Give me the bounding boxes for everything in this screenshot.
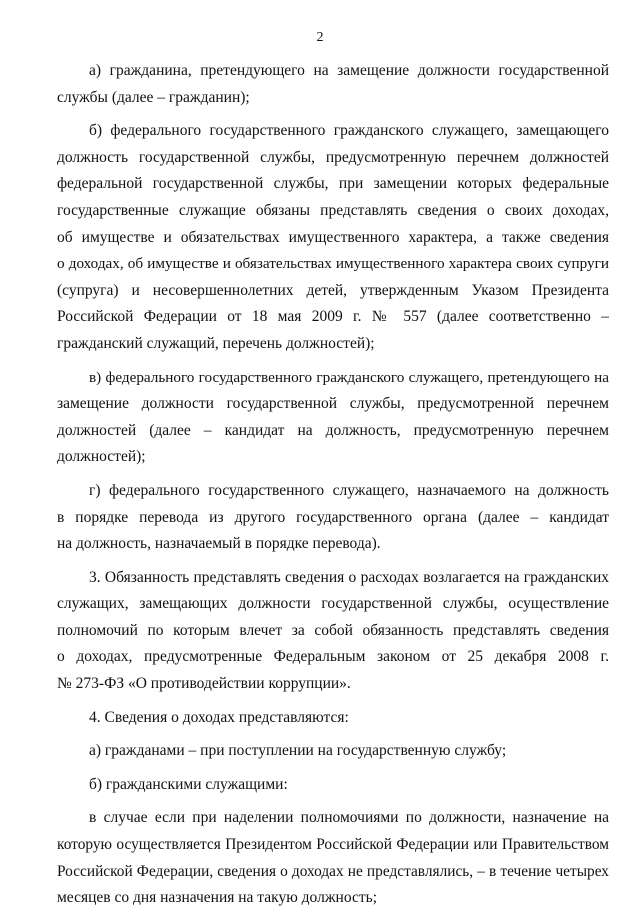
paragraph-line: государственные служащие обязаны представлять сведения о своих доходах, [57, 201, 609, 219]
paragraph-line: (супруга) и несовершеннолетних детей, утвержденным Указом Президента [57, 281, 609, 299]
paragraph-line: 4. Сведения о доходах представляются: [89, 708, 349, 726]
document-body [57, 58, 609, 912]
paragraph-line: а) гражданина, претендующего на замещение должности государственной [89, 62, 609, 79]
paragraph-line: г) федерального государственного служащего, назначаемого на должность [89, 481, 609, 499]
paragraph-line: должностей (далее – кандидат на должность, предусмотренную перечнем [57, 421, 609, 439]
paragraph-line: Российской Федерации, сведения о доходах не представлялись, – в течение четырех [57, 862, 609, 880]
paragraph-line: о доходах, предусмотренные Федеральным законом от 25 декабря 2008 г. [57, 648, 609, 666]
paragraph-line: на должность, назначаемый в порядке перевода). [57, 535, 381, 553]
paragraph-line: которую осуществляется Президентом Российской Федерации или Правительством [57, 836, 609, 854]
paragraph-line: б) федерального государственного гражданского служащего, замещающего [89, 122, 609, 140]
paragraph-line: должность государственной службы, предусмотренную перечнем должностей [57, 148, 609, 166]
paragraph-line: должностей); [57, 448, 146, 466]
paragraph-line: о доходах, об имуществе и обязательствах имущественного характера своих супруги [57, 255, 609, 273]
paragraph-line: в) федерального государственного гражданского служащего, претендующего на [89, 368, 609, 386]
paragraph-line: № 273-ФЗ «О противодействии коррупции». [57, 675, 351, 693]
paragraph-line: 3. Обязанность представлять сведения о расходах возлагается на гражданских [89, 568, 609, 586]
paragraph-line: месяцев со дня назначения на такую должность; [57, 889, 378, 907]
paragraph-line: об имуществе и обязательствах имущественного характера, а также сведения [57, 228, 609, 246]
paragraph-line: службы (далее – гражданин); [57, 88, 250, 106]
paragraph-line: замещение должности государственной службы, предусмотренной перечнем [57, 395, 609, 413]
paragraph-line: Российской Федерации от 18 мая 2009 г. № 557 (далее соответственно – [57, 308, 609, 326]
paragraph-line: полномочий по которым влечет за собой обязанность представлять сведения [57, 621, 609, 639]
paragraph-line: служащих, замещающих должности государственной службы, осуществление [57, 595, 609, 613]
paragraph-line: б) гражданскими служащими: [89, 775, 288, 793]
paragraph-line: федеральной государственной службы, при замещении которых федеральные [57, 175, 609, 193]
paragraph-line: в порядке перевода из другого государственного органа (далее – кандидат [57, 508, 609, 526]
paragraph-line: в случае если при наделении полномочиями по должности, назначение на [89, 809, 609, 827]
paragraph-line: гражданский служащий, перечень должностей); [57, 334, 375, 352]
paragraph-line: а) гражданами – при поступлении на государственную службу; [89, 742, 507, 760]
page-number: 2 [316, 30, 324, 45]
